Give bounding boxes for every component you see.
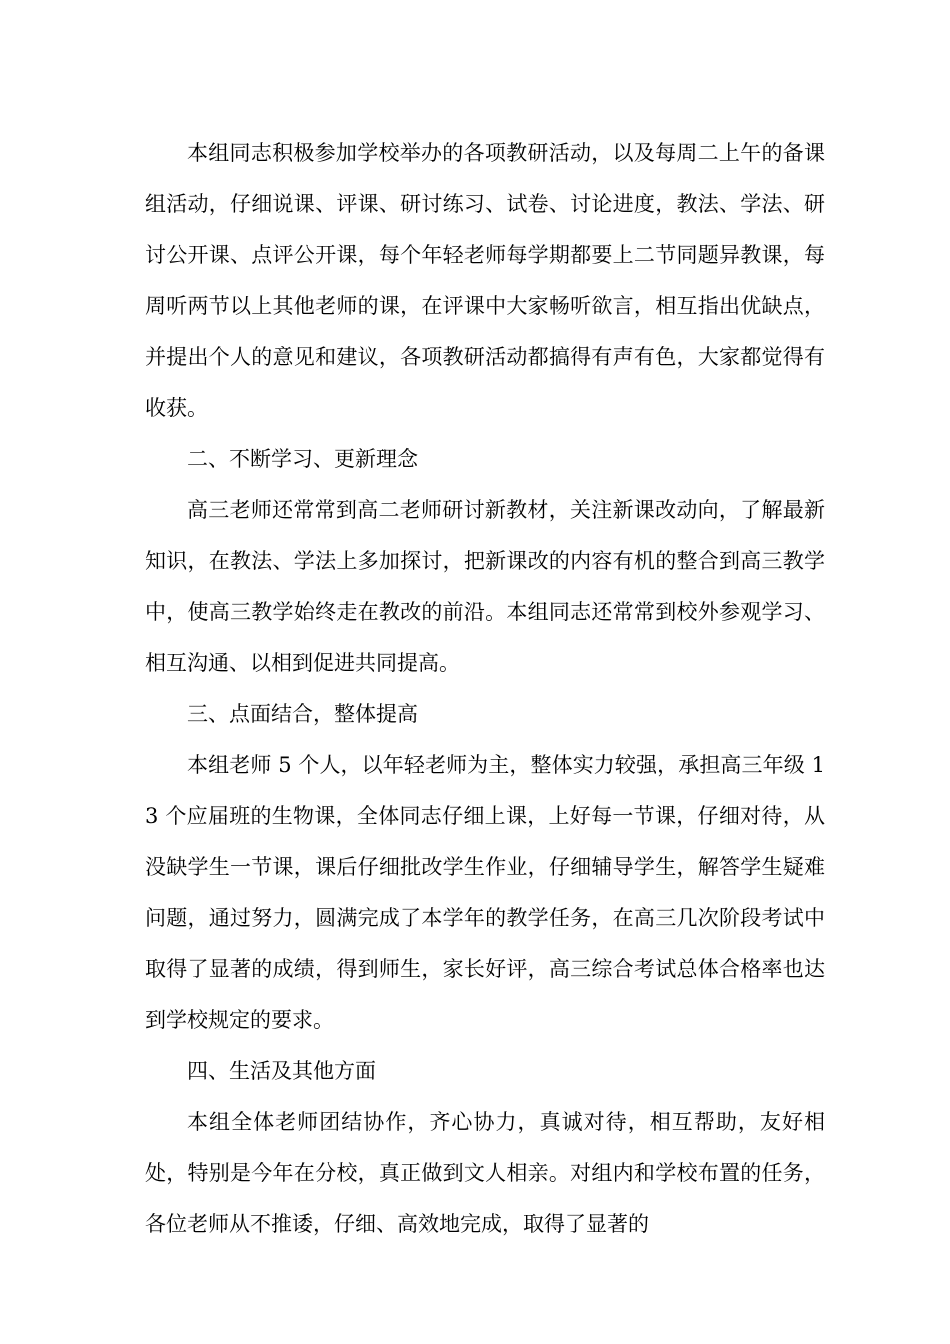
paragraph-life: 本组全体老师团结协作，齐心协力，真诚对待，相互帮助，友好相处，特别是今年在分校，真正做到文人相亲。对组内和学校布置的任务，各位老师从不推诿，仔细、高效地完成，取得了显著的 [145, 1110, 825, 1236]
document-page [145, 128, 825, 1250]
paragraph-teaching-research: 本组同志积极参加学校举办的各项教研活动，以及每周二上午的备课组活动，仔细说课、评课、研讨练习、试卷、讨论进度，教法、学法、研讨公开课、点评公开课，每个年轻老师每学期都要上二节同题异教课，每周听两节以上其他老师的课，在评课中大家畅听欲言，相互指出优缺点，并提出个人的意见和建议，各项教研活动都搞得有声有色，大家都觉得有收获。 [145, 141, 825, 420]
section-heading-learning: 二、不断学习、更新理念 [187, 447, 418, 471]
paragraph-overall: 本组老师 5 个人，以年轻老师为主，整体实力较强，承担高三年级 13 个应届班的生物课，全体同志仔细上课，上好每一节课，仔细对待，从没缺学生一节课，课后仔细批改学生作业，仔细辅导学生，解答学生疑难问题，通过努力，圆满完成了本学年的教学任务，在高三几次阶段考试中取得了显著的成绩，得到师生，家长好评，高三综合考试总体合格率也达到学校规定的要求。 [145, 753, 825, 1032]
section-heading-overall: 三、点面结合，整体提高 [187, 702, 418, 726]
paragraph-learning: 高三老师还常常到高二老师研讨新教材，关注新课改动向，了解最新知识，在教法、学法上多加探讨，把新课改的内容有机的整合到高三教学中，使高三教学始终走在教改的前沿。本组同志还常常到校外参观学习、相互沟通、以相到促进共同提高。 [145, 498, 825, 675]
section-heading-life: 四、生活及其他方面 [187, 1059, 376, 1083]
